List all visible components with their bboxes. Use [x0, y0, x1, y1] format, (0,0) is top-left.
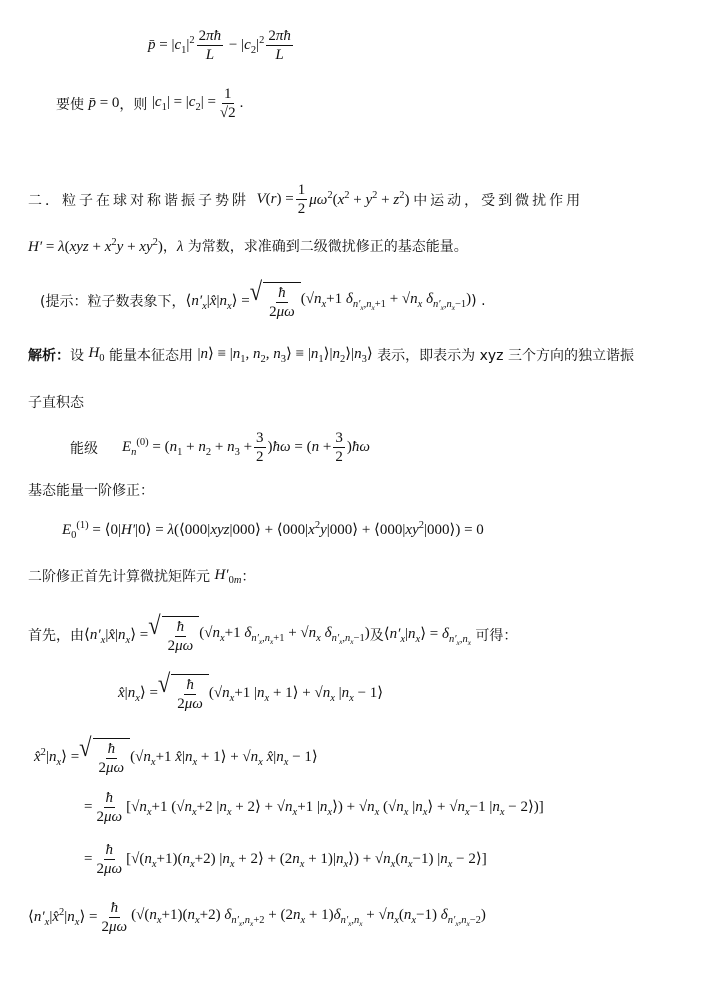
energy-level: 能级 $E_n^{(0)} = (n_1 + n_2 + n_3$ + $\frac{3}{2}$ )ħω = (n + $\frac{3}{2}$ )ħω	[70, 430, 370, 465]
x-hat-squared-3: = $\frac{ħ}{2\mu\omega}$ [$√(n_x+1)(n_x+2) |n_x$ + 2⟩ + ($2n_x$ + $1)|n_x⟩) + √n_x(n_x-1)$ $|n_x$ − 2⟩]	[84, 842, 487, 877]
second-order-label: 二阶修正首先计算微扰矩阵元 $H'_{0m}$ ：	[28, 566, 256, 586]
equation-p-bar: p̄ = $|c_1|^2$ $\frac{2\pi ħ}{L}$ − $|c_2|^2$ $\frac{2\pi ħ}{L}$	[148, 28, 291, 63]
x-hat-squared-2: = $\frac{ħ}{2\mu\omega}$ [$√n_x+1$ ($√n_x+2$ $|n_x$ + 2⟩ + $√n_x+1$ $|n_x⟩) + √n_x$ ($√n_x$ $|n_x⟩ + √n_x-1$ $|n_x$ − 2⟩)]	[84, 790, 544, 825]
analysis-line-1: 解析： 设 $H_0$ 能量本征态用 |n⟩ ≡ $|n_1$, $n_2$, $n_3⟩$ ≡ $|n_1⟩|n_2⟩|n_3⟩$ 表示，即表示为 xyz 三个方向的独立谐振	[28, 345, 634, 365]
analysis-line-2: 子直积态	[28, 395, 84, 411]
question-line-2: $H' = \lambda(xyz + x^2y + xy^2)$ ，λ 为常数，求准确到二级微扰修正的基态能量。	[28, 236, 468, 255]
first-order-label: 基态能量一阶修正：	[28, 483, 154, 499]
x-hat-squared-1: $x̂^2|n_x⟩$ = √ $\frac{ħ}{2\mu\omega}$ ($√n_x+1$ $x̂|n_x$ + 1⟩ + $√n_x$ $x̂|n_x$ − 1⟩	[34, 732, 318, 776]
question-line-1: 二．粒子在球对称谐振子势阱 V(r) = $\frac{1}{2}$ $\mu\omega^2(x^2 + y^2 + z^2)$ 中运动，受到微扰作用	[28, 182, 584, 217]
x-hat-action: $x̂|n_x⟩$ = √ $\frac{ħ}{2\mu\omega}$ ($√n_x+1$ $|n_x$ + 1⟩ + $√n_x$ $|n_x$ − 1⟩	[118, 668, 384, 712]
first-step-line: 首先，由 $⟨n'_x|x̂|n_x⟩$ = √ $\frac{ħ}{2\mu\omega}$ ($√n_x+1$ $\delta_{n'_x,n_x+1} + √n_x$ $\delta_{n'_x,n_x-1}$) 及 $⟨n'_x|n_x⟩ = \delta_{n'_x,n_x}$ 可得：	[28, 610, 518, 654]
matrix-element-x-squared: $⟨n'_x|x̂^2|n_x⟩$ = $\frac{ħ}{2\mu\omega}$ ($√(n_x+1)(n_x+2) \delta_{n'_x,n_x+2} + (2n_x + 1)\delta_{n'_x,n_x} + √n_x(n_x-1)$ $\delta_{n'_x,n_x-2}$)	[28, 900, 486, 935]
first-order-equation: $E_0^{(1)}$ = ⟨0|H′|0⟩ = λ(⟨000|xyz|000⟩ + $⟨000|x^2y|000⟩$ + $⟨000|xy^2|000⟩) = 0$	[62, 520, 484, 541]
condition-line: 要使 p̄ = 0 ，则 $|c_1| = |c_2|$ = $\frac{1}{√2}$ .	[56, 86, 244, 121]
hint-line: (提示：粒子数表象下， $⟨n'_x|x̂|n_x⟩$ = √ $\frac{ħ}{2\mu\omega}$ ($√n_x+1$ $\delta_{n'_x,n_x+1} + √n_x$ $\delta_{n'_x,n_x-1}$) ) .	[40, 276, 486, 320]
